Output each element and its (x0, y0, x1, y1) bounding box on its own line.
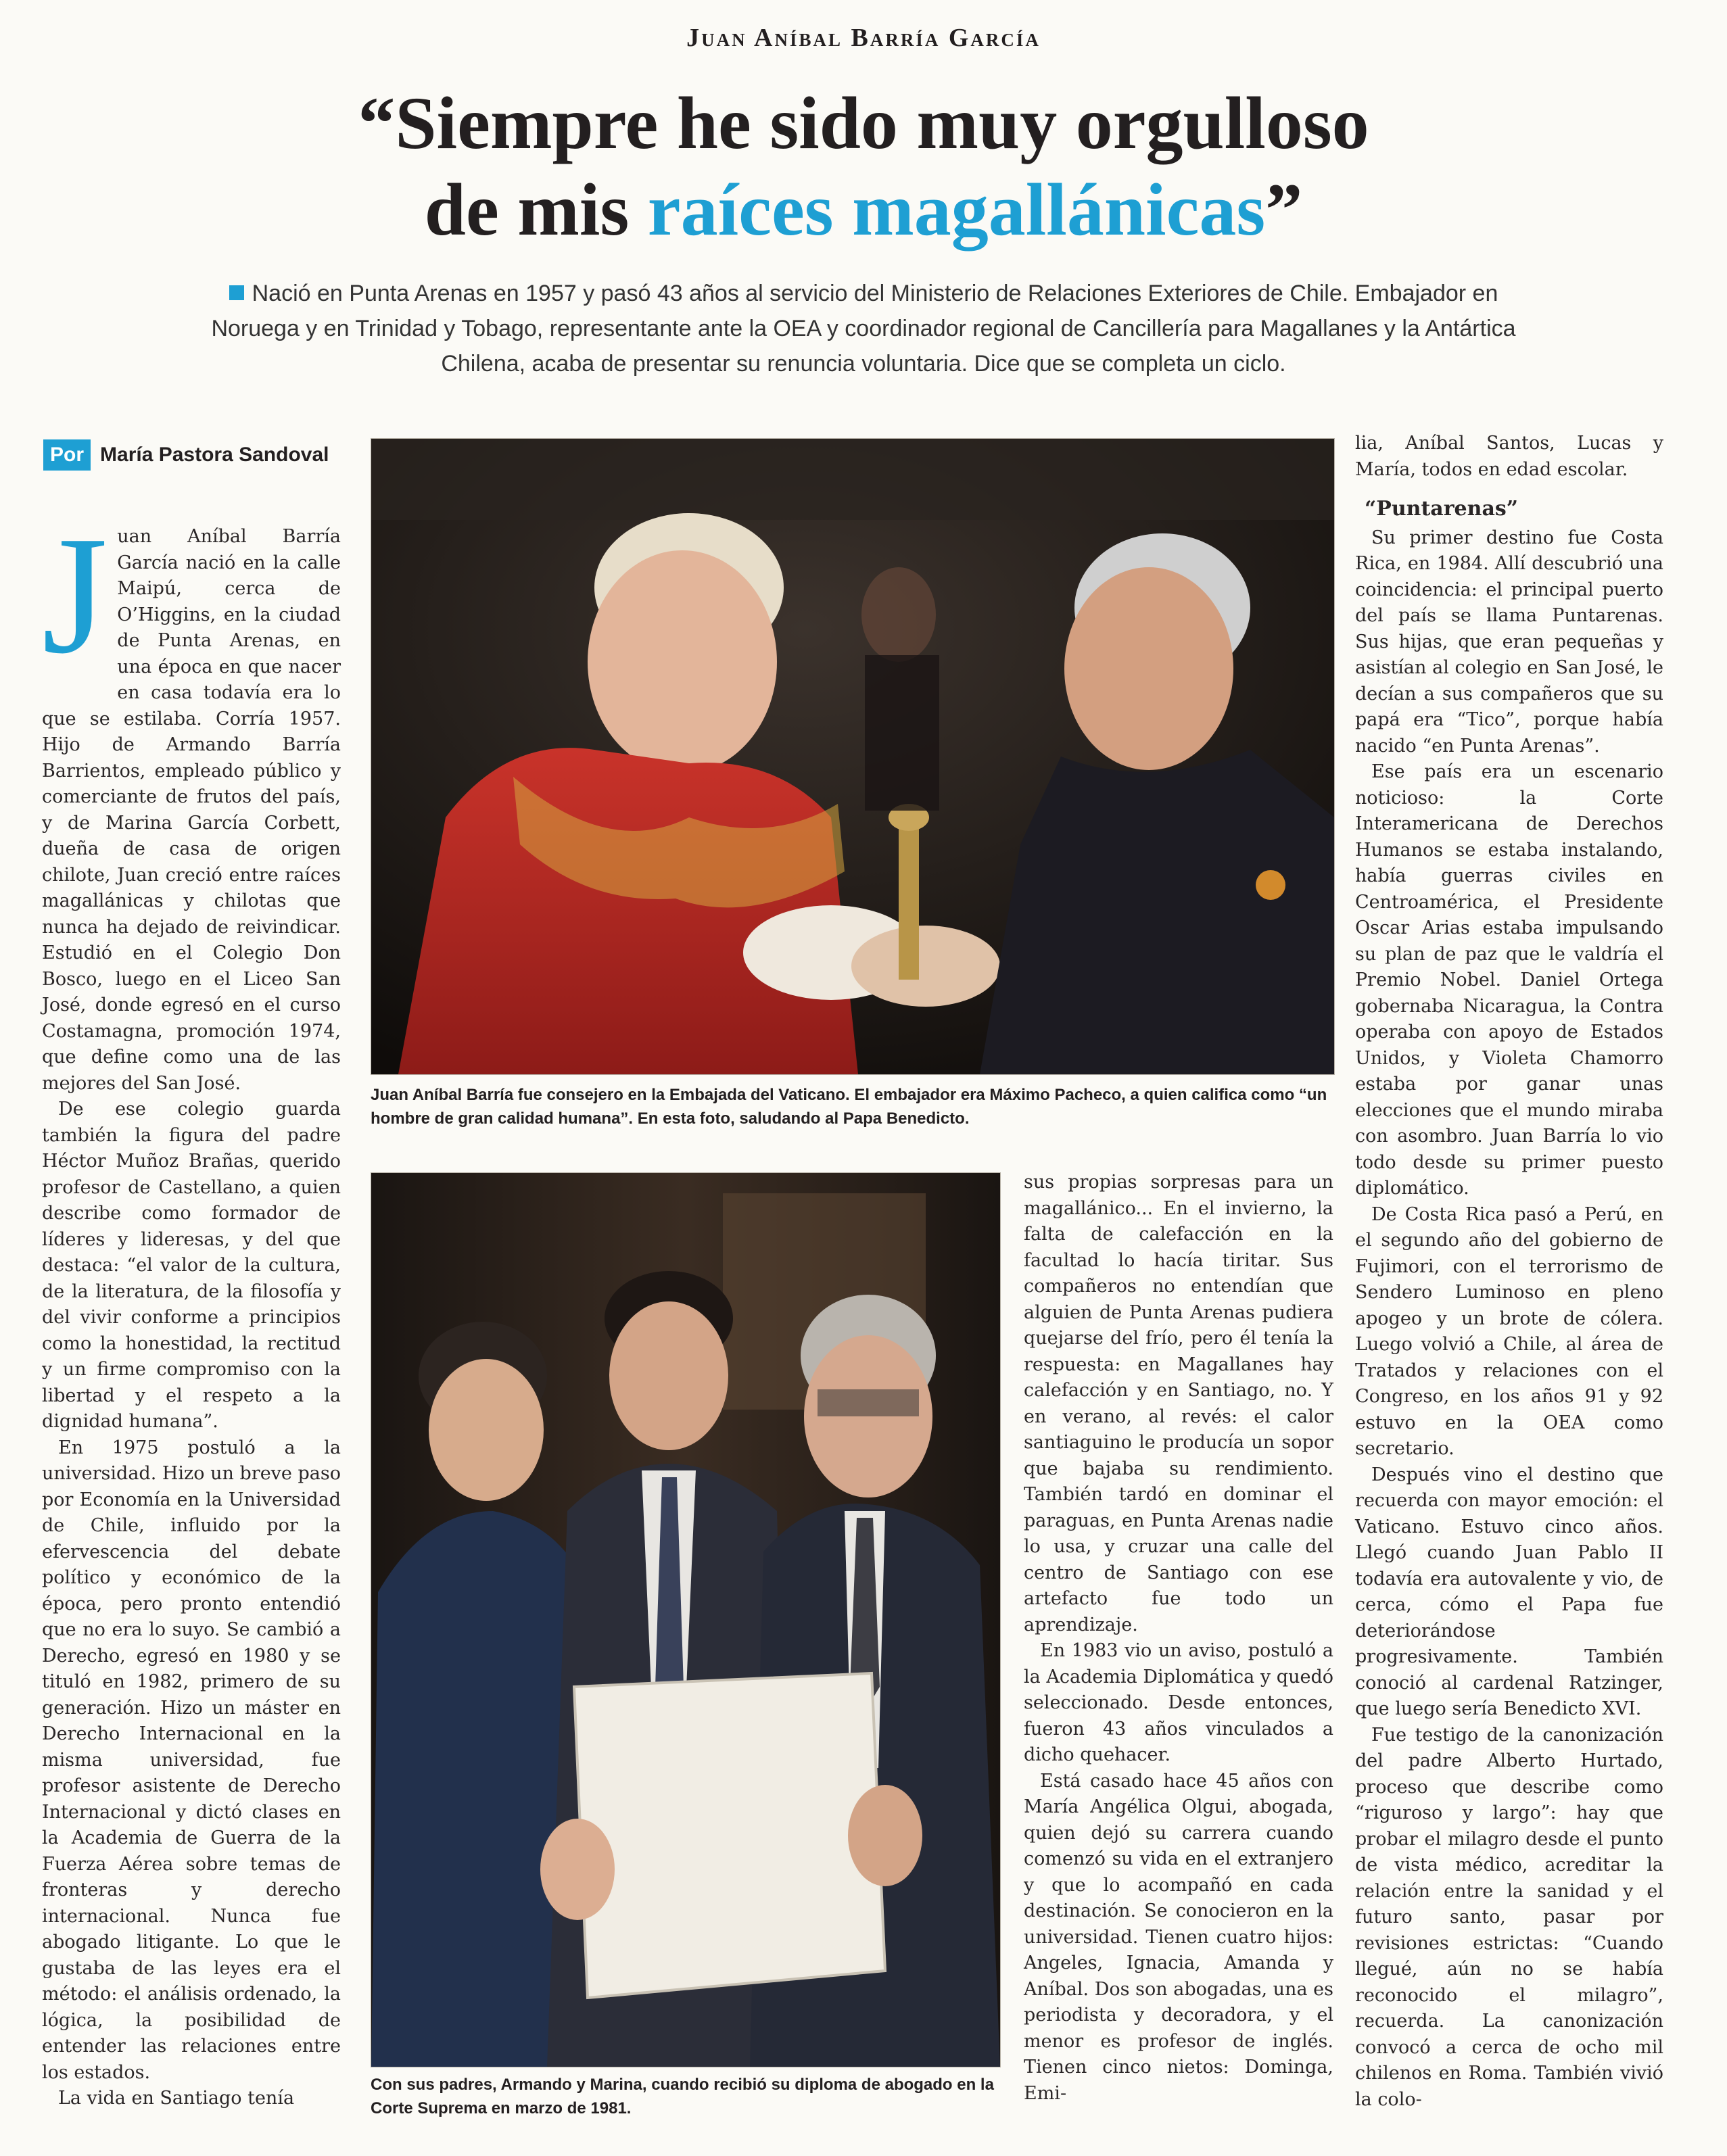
section-kicker: Juan Aníbal Barría García (686, 24, 1041, 52)
paragraph: lia, Aníbal Santos, Lucas y María, todos en edad escolar. (1355, 433, 1663, 480)
paragraph: La vida en Santiago tenía (58, 2088, 295, 2109)
lead-paragraph (203, 276, 1524, 381)
headline-line2 (0, 166, 1727, 253)
caption-diploma: Con sus padres, Armando y Marina, cuando recibió su diploma de abogado en la Corte Suprema en marzo de 1981. (371, 2076, 994, 2117)
paragraph (42, 502, 341, 1097)
photo-diploma (371, 1172, 1001, 2067)
headline-line2-plain: de mis (424, 168, 648, 251)
headline-accent: raíces magallánicas (647, 168, 1266, 251)
drop-cap: J (42, 502, 108, 689)
photo-diploma-image (371, 1173, 1000, 2067)
byline-author: María Pastora Sandoval (100, 444, 329, 466)
paragraph: Su primer destino fue Costa Rica, en 1984. Allí descubrió una coincidencia: el principal puerto del país se llama Puntarenas. Sus hijas, que eran pequeñas y asistían al colegio en San José, le decían a sus compañeros que su papá era “Tico”, porque había nacido “en Punta Arenas”. (1355, 527, 1663, 757)
headline-line1: “Siempre he sido muy orgulloso (358, 82, 1369, 164)
caption-vatican: Juan Aníbal Barría fue consejero en la Embajada del Vaticano. El embajador era Máximo Pacheco, a quien califica como “un hombre de gran calidad humana”. En esta foto, saludando al Papa Benedicto. (371, 1086, 1327, 1128)
byline (43, 439, 329, 471)
article-column-4 (1355, 431, 1663, 2113)
paragraph: Ese país era un escenario noticioso: la Corte Interamericana de Derechos Humanos se estaba instalando, había guerras civiles en Centroamérica, el Presidente Oscar Arias estaba impulsando su plan de paz que le valdría el Premio Nobel. Daniel Ortega gobernaba Nicaragua, la Contra operaba con apoyo de Estados Unidos, y Violeta Chamorro estaba por ganar unas elecciones que el mundo miraba con asombro. Juan Barría lo vio todo desde su primer puesto diplomático. (1355, 761, 1663, 1199)
paragraph: sus propias sorpresas para un magallánico... En el invierno, la falta de calefacción en la facultad lo hacía tiritar. Sus compañeros no entendían que alguien de Punta Arenas pudiera quejarse del frío, pero él tenía la respuesta: en Magallanes hay calefacción y en Santiago, no. Y en verano, al revés: el calor santiaguino le producía un sopor que bajaba su rendimiento. También tardó en dominar el paraguas, en Punta Arenas nadie lo usa, y cruzar una calle del centro de Santiago con ese artefacto fue todo un aprendizaje. (1024, 1172, 1333, 1635)
square-bullet-icon (229, 285, 244, 300)
paragraph: En 1975 postuló a la universidad. Hizo un breve paso por Economía en la Universidad de Chile, influido por la efervescencia del debate político y económico de la época, pero pronto entendió que no era lo suyo. Se cambió a Derecho, egresó en 1980 y se tituló en 1982, primero de su generación. Hizo un máster en Derecho Internacional en la misma universidad, fue profesor asistente de Derecho Internacional y dictó clases en la Academia de Guerra de la Fuerza Aérea sobre temas de fronteras y derecho internacional. Nunca fue abogado litigante. Lo que le gustaba de las leyes era el método: el análisis ordenado, la lógica, la posibilidad de entender las relaciones entre los estados. (42, 1437, 341, 2083)
byline-prefix: Por (43, 439, 91, 471)
headline (0, 80, 1727, 253)
photo-vatican-image (371, 439, 1334, 1074)
paragraph-text: uan Aníbal Barría García nació en la calle Maipú, cerca de O’Higgins, en la ciudad de Punta Arenas, en una época en que nacer en casa todavía era lo que se estilaba. Corría 1957. Hijo de Armando Barría Barrientos, empleado público y comerciante de frutos del país, y de Marina García Corbett, dueña de casa de origen chilote, Juan creció entre raíces magallánicas y chilotas que nunca ha dejado de reivindicar. Estudió en el Colegio Don Bosco, luego en el Liceo San José, donde egresó en el curso Costamagna, promoción 1974, que define como una de las mejores del San José. (42, 526, 341, 1094)
paragraph: Está casado hace 45 años con María Angélica Olgui, abogada, quien dejó su carrera cuando comenzó su vida en el extranjero y que lo acompañó en cada destinación. Se conocieron en la universidad. Tienen cuatro hijos: Angeles, Ignacia, Amanda y Aníbal. Dos son abogadas, una es periodista y decoradora, y el menor es profesor de inglés. Tienen cinco nietos: Dominga, Emi- (1024, 1770, 1333, 2104)
paragraph: De ese colegio guarda también la figura del padre Héctor Muñoz Brañas, querido profesor de Castellano, a quien describe como formador de líderes y lideresas, y del que destaca: “el valor de la cultura, de la literatura, de la filosofía y del vivir conforme a principios como la honestidad, la rectitud y un firme compromiso con la libertad y el respeto a la dignidad humana”. (42, 1099, 341, 1432)
headline-line2-end: ” (1265, 168, 1303, 251)
photo-vatican (371, 438, 1335, 1075)
paragraph: Después vino el destino que recuerda con mayor emoción: el Vaticano. Estuvo cinco años. Llegó cuando Juan Pablo II todavía era autovalente y vio, de cerca, cómo el Papa fue deteriorándose progresivamente. También conoció al cardenal Ratzinger, que luego sería Benedicto XVI. (1355, 1464, 1663, 1719)
article-column-1 (42, 502, 341, 2112)
paragraph: En 1983 vio un aviso, postuló a la Academia Diplomática y quedó seleccionado. Desde entonces, fueron 43 años vinculados a dicho quehacer. (1024, 1640, 1333, 1765)
lead-text: Nació en Punta Arenas en 1957 y pasó 43 años al servicio del Ministerio de Relaciones Exteriores de Chile. Embajador en Noruega y en Trinidad y Tobago, representante ante la OEA y coordinador regional de Cancillería para Magallanes y la Antártica Chilena, acaba de presentar su renuncia voluntaria. Dice que se completa un ciclo. (211, 281, 1516, 377)
section-subhead: “Puntarenas” (1365, 497, 1519, 521)
paragraph: De Costa Rica pasó a Perú, en el segundo año del gobierno de Fujimori, con el terrorismo de Sendero Luminoso en pleno apogeo y un brote de cólera. Luego volvió a Chile, al área de Tratados y relaciones con el Congreso, en los años 91 y 92 estuvo en la OEA como secretario. (1355, 1203, 1663, 1459)
paragraph: Fue testigo de la canonización del padre Alberto Hurtado, proceso que describe como “riguroso y largo”: hay que probar el milagro desde el punto de vista médico, acreditar la relación entre la sanidad y el futuro santo, pasar por revisiones estrictas: “Cuando llegué, aún no se había reconocido el milagro”, recuerda. La canonización convocó a cerca de ocho mil chilenos en Roma. También vivió la colo- (1355, 1724, 1663, 2110)
article-column-3 (1024, 1170, 1333, 2107)
